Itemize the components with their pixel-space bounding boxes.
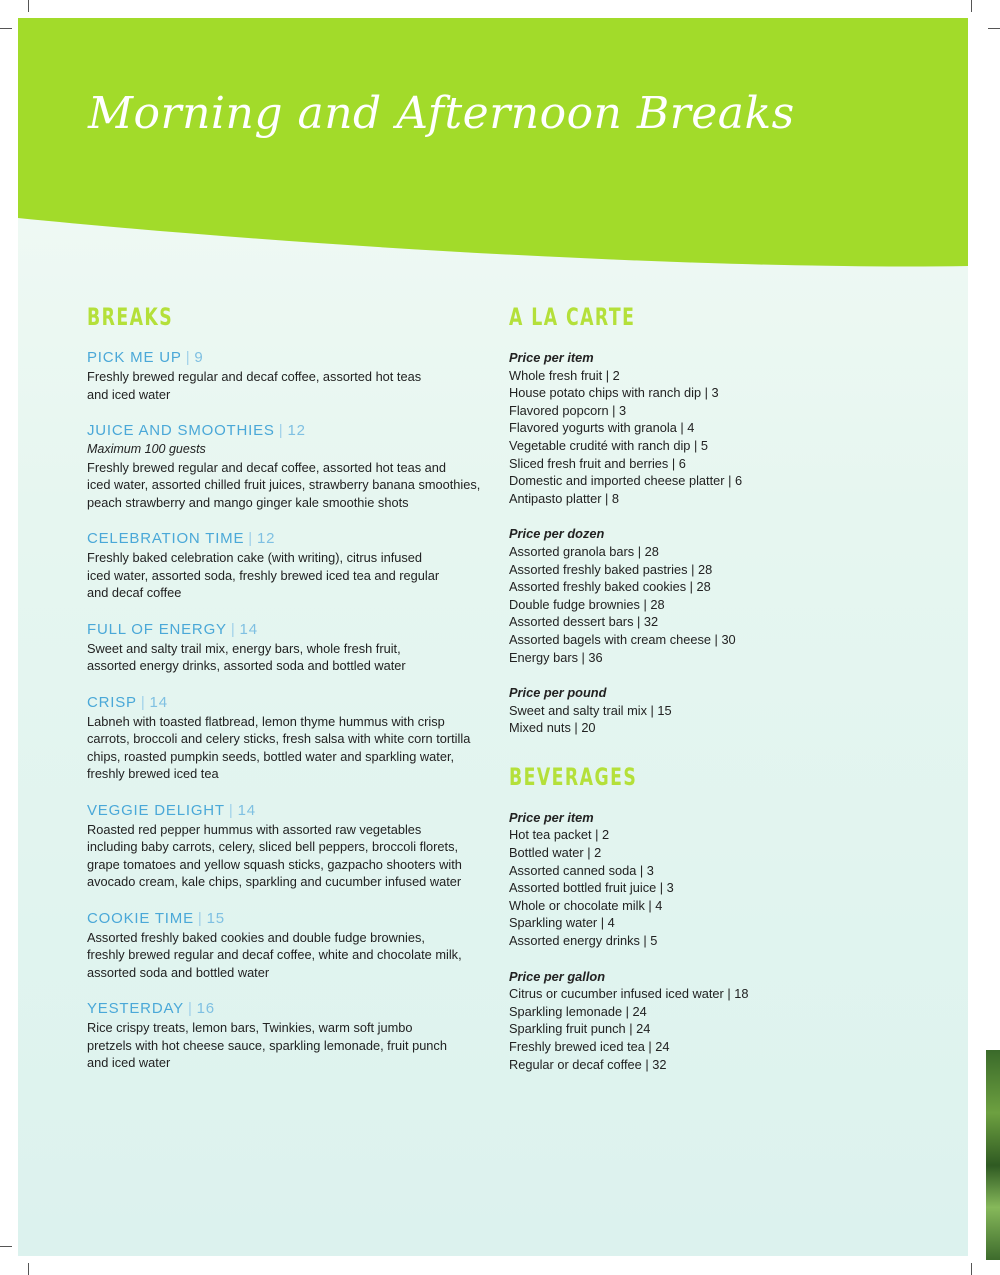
- menu-line-item: Sweet and salty trail mix | 15: [509, 702, 672, 718]
- price-separator: |: [197, 909, 203, 927]
- crop-mark: [988, 28, 1000, 29]
- menu-line-item: Assorted canned soda | 3: [509, 862, 654, 878]
- break-item-description: Freshly baked celebration cake (with writing), citrus infused iced water, assorted soda, freshly brewed iced tea and regular and decaf coffee: [87, 550, 440, 600]
- menu-line-item: Sliced fresh fruit and berries | 6: [509, 455, 686, 471]
- break-item-title: [87, 422, 497, 439]
- break-item: [87, 802, 497, 891]
- price-separator: |: [248, 530, 253, 547]
- price-group-label: Price per item: [509, 809, 594, 825]
- page-title: Morning and Afternoon Breaks: [88, 88, 795, 139]
- break-item: [87, 530, 497, 602]
- breaks-list: [87, 349, 497, 1072]
- break-item-price: 14: [149, 693, 168, 711]
- menu-line-item: Bottled water | 2: [509, 845, 602, 861]
- price-group: [509, 809, 809, 950]
- crop-mark: [971, 1263, 972, 1275]
- menu-line-item: Antipasto platter | 8: [509, 490, 620, 506]
- break-item-description: Roasted red pepper hummus with assorted raw vegetables including baby carrots, celery, sliced bell peppers, broccoli florets, grape tomatoes and yellow squash sticks, gazpacho shooters with avocado cream, kale chips, sparkling and cucumber infused water: [87, 821, 462, 889]
- break-item-name: FULL OF ENERGY: [87, 620, 227, 638]
- break-item: [87, 422, 497, 511]
- price-separator: |: [187, 1000, 193, 1017]
- crop-mark: [28, 1263, 29, 1275]
- break-item-description: Rice crispy treats, lemon bars, Twinkies, warm soft jumbo pretzels with hot cheese sauce, sparkling lemonade, fruit punch and iced water: [87, 1020, 447, 1070]
- break-item-description: Freshly brewed regular and decaf coffee, assorted hot teas and iced water, assorted chilled fruit juices, strawberry banana smoothies, peach strawberry and mango ginger kale smoothie shots: [87, 459, 481, 510]
- menu-line-item: Whole or chocolate milk | 4: [509, 897, 663, 913]
- break-item-price: 9: [194, 349, 204, 366]
- price-group: [509, 968, 809, 1074]
- menu-line-item: Regular or decaf coffee | 32: [509, 1056, 667, 1072]
- price-group: [509, 684, 809, 737]
- menu-line-item: Assorted energy drinks | 5: [509, 933, 658, 949]
- break-item-description: Labneh with toasted flatbread, lemon thyme hummus with crisp carrots, broccoli and celery sticks, fresh salsa with white corn tortilla chips, roasted pumpkin seeds, bottled water and sparkling water, freshly brewed iced tea: [87, 713, 471, 781]
- header-wave: [18, 18, 968, 268]
- menu-line-item: Sparkling water | 4: [509, 915, 615, 931]
- break-item-description: Freshly brewed regular and decaf coffee, assorted hot teas and iced water: [87, 369, 422, 402]
- break-item-price: 16: [196, 1000, 215, 1017]
- break-item-name: JUICE AND SMOOTHIES: [87, 422, 275, 439]
- break-item-note: Maximum 100 guests: [87, 442, 206, 456]
- price-separator: |: [140, 693, 146, 711]
- menu-line-item: Energy bars | 36: [509, 649, 603, 665]
- lettuce-image-edge: [986, 1050, 1000, 1260]
- break-item-name: YESTERDAY: [87, 1000, 184, 1017]
- price-separator: |: [278, 422, 284, 439]
- menu-page: [18, 18, 968, 1256]
- header-banner: [18, 18, 968, 268]
- a-la-carte-list: [509, 349, 809, 737]
- menu-line-item: Whole fresh fruit | 2: [509, 367, 620, 383]
- break-item-name: CELEBRATION TIME: [87, 530, 245, 547]
- beverages-heading: BEVERAGES: [509, 762, 638, 791]
- break-item-title: [87, 530, 497, 547]
- break-item-description: Sweet and salty trail mix, energy bars, whole fresh fruit, assorted energy drinks, assorted soda and bottled water: [87, 640, 406, 673]
- price-group-label: Price per dozen: [509, 526, 605, 542]
- price-group-label: Price per item: [509, 350, 594, 365]
- menu-line-item: Assorted freshly baked pastries | 28: [509, 561, 713, 577]
- break-item-price: 14: [239, 620, 258, 638]
- menu-line-item: Assorted bagels with cream cheese | 30: [509, 631, 736, 647]
- menu-line-item: Assorted freshly baked cookies | 28: [509, 579, 711, 595]
- a-la-carte-column: [509, 303, 809, 1091]
- break-item-name: COOKIE TIME: [87, 909, 194, 927]
- menu-line-item: Citrus or cucumber infused iced water | 18: [509, 986, 749, 1002]
- break-item: [87, 694, 497, 783]
- price-group: [509, 525, 809, 666]
- price-group: [509, 349, 809, 507]
- break-item: [87, 349, 497, 403]
- menu-line-item: Assorted bottled fruit juice | 3: [509, 880, 674, 896]
- break-item-title: [87, 910, 497, 927]
- break-item-price: 14: [237, 801, 256, 819]
- breaks-column: [87, 303, 497, 1091]
- menu-line-item: Freshly brewed iced tea | 24: [509, 1039, 670, 1054]
- crop-mark: [0, 28, 12, 29]
- menu-line-item: Domestic and imported cheese platter | 6: [509, 473, 743, 489]
- break-item-description: Assorted freshly baked cookies and double fudge brownies, freshly brewed regular and decaf coffee, white and chocolate milk, assorted soda and bottled water: [87, 929, 462, 980]
- break-item-price: 15: [206, 909, 225, 927]
- crop-mark: [28, 0, 29, 12]
- break-item-name: CRISP: [87, 693, 137, 711]
- menu-line-item: Vegetable crudité with ranch dip | 5: [509, 437, 708, 453]
- menu-line-item: Sparkling lemonade | 24: [509, 1003, 647, 1019]
- break-item-title: [87, 621, 497, 638]
- crop-mark: [971, 0, 972, 12]
- beverages-list: [509, 809, 809, 1073]
- break-item: [87, 621, 497, 675]
- a-la-carte-heading: A LA CARTE: [509, 303, 636, 331]
- price-separator: |: [185, 349, 191, 366]
- menu-line-item: Sparkling fruit punch | 24: [509, 1021, 651, 1037]
- menu-line-item: Double fudge brownies | 28: [509, 596, 665, 612]
- crop-mark: [0, 1246, 12, 1247]
- menu-line-item: Assorted granola bars | 28: [509, 543, 659, 559]
- price-separator: |: [228, 801, 234, 819]
- break-item-title: [87, 1000, 497, 1017]
- break-item-price: 12: [287, 422, 306, 439]
- break-item: [87, 1000, 497, 1072]
- menu-line-item: Flavored yogurts with granola | 4: [509, 420, 695, 436]
- break-item-name: PICK ME UP: [87, 349, 182, 366]
- break-item: [87, 910, 497, 982]
- break-item-price: 12: [256, 530, 276, 547]
- menu-line-item: Hot tea packet | 2: [509, 827, 610, 843]
- menu-line-item: Assorted dessert bars | 32: [509, 614, 659, 630]
- menu-line-item: Flavored popcorn | 3: [509, 402, 627, 418]
- break-item-title: [87, 349, 497, 366]
- menu-line-item: House potato chips with ranch dip | 3: [509, 385, 719, 401]
- break-item-title: [87, 694, 497, 711]
- price-group-label: Price per pound: [509, 685, 607, 701]
- breaks-heading: BREAKS: [87, 303, 174, 331]
- menu-line-item: Mixed nuts | 20: [509, 720, 596, 736]
- price-separator: |: [230, 620, 236, 638]
- price-group-label: Price per gallon: [509, 968, 606, 984]
- break-item-name: VEGGIE DELIGHT: [87, 801, 225, 819]
- break-item-title: [87, 802, 497, 819]
